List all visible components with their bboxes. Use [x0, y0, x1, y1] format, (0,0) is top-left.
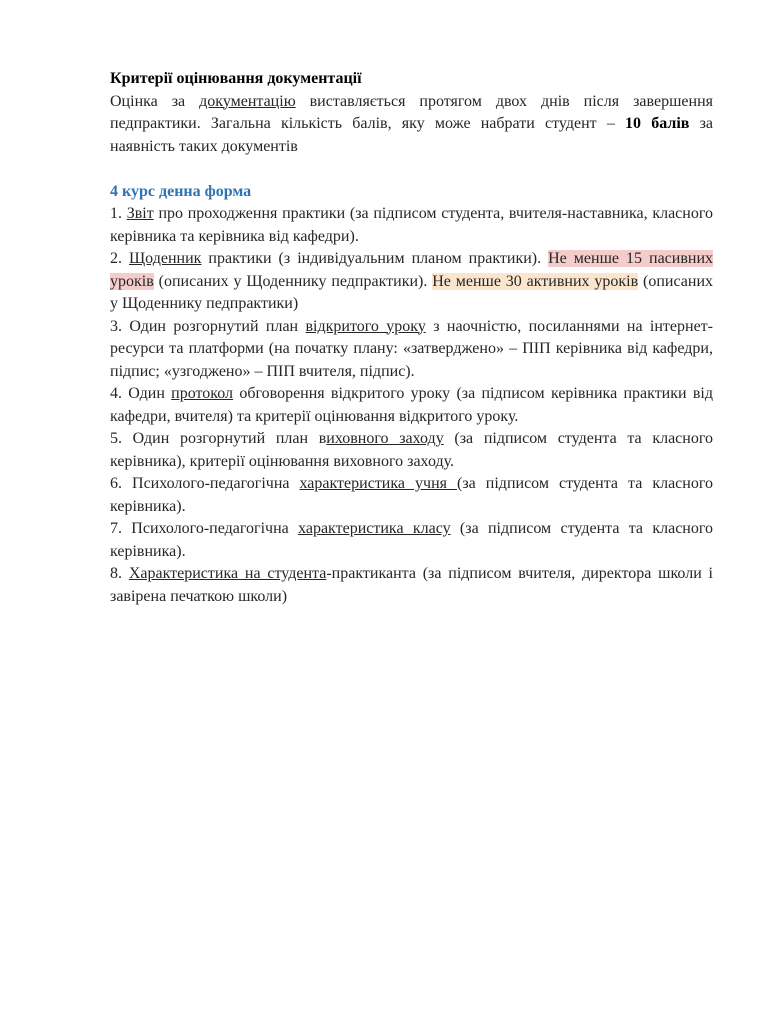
item-underlined-term: Характеристика на студента: [128, 565, 327, 582]
item-text-2: (описаних у Щоденнику педпрактики).: [153, 272, 433, 290]
paragraph-spacer: [110, 158, 713, 181]
intro-underlined-documentation: документацію: [199, 92, 296, 110]
item-underlined-term: Щоденник: [129, 250, 202, 267]
item-prefix: 3. Один розгорнутий план: [110, 317, 306, 335]
list-item-6: [110, 473, 713, 518]
highlight-passive-lessons: Не менше 15 пасивних уроків: [110, 250, 714, 290]
item-prefix: 7. Психолого-педагогічна: [110, 520, 299, 537]
highlight-active-lessons: Не менше 30 активних уроків: [432, 272, 639, 290]
item-prefix: 5. Один розгорнутий план в: [110, 430, 327, 447]
list-item-5: [110, 428, 713, 473]
item-text: з наочністю, посиланнями на інтернет-ресурси та платформи (на початку плану: «затверджено» – ПІП керівника від кафедри, підпис; «узгоджено» – ПІП вчителя, підпис).: [110, 317, 714, 380]
list-item-4: [110, 383, 713, 428]
item-prefix: 1.: [110, 205, 127, 222]
document-page: [110, 68, 713, 608]
item-underlined-term: відкритого уроку: [305, 317, 426, 335]
intro-text-2: виставляється протягом двох днів після завершення педпрактики. Загальна кількість балів, яку може набрати студент –: [110, 92, 713, 132]
document-heading: Критерії оцінювання документації: [110, 70, 362, 87]
section-title: 4 курс денна форма: [110, 182, 252, 200]
list-item-8: [110, 563, 713, 608]
item-text: (за підписом студента та класного керівника), критерії оцінювання виховного заходу.: [110, 430, 714, 470]
list-item-3: [110, 316, 713, 384]
list-item-2: [110, 248, 713, 316]
item-prefix: 6. Психолого-педагогічна: [110, 475, 300, 492]
item-prefix: 8.: [110, 565, 129, 582]
item-underlined-term: Звіт: [126, 205, 154, 222]
item-text: про проходження практики (за підписом студента, вчителя-наставника, класного керівника та керівника від кафедри).: [110, 205, 714, 245]
item-text: (за підписом студента та класного керівника).: [110, 520, 714, 560]
item-text: обговорення відкритого уроку (за підписом керівника практики від кафедри, вчителя) та критерії оцінювання відкритого уроку.: [110, 385, 714, 425]
intro-text-3: за наявність таких документів: [110, 115, 714, 155]
intro-paragraph: [110, 91, 713, 159]
item-text: практики (з індивідуальним планом практики).: [201, 250, 549, 267]
intro-text-1: Оцінка за: [110, 92, 200, 110]
item-text: (за підписом студента та класного керівника).: [110, 475, 713, 515]
item-text: -практиканта (за підписом вчителя, директора школи і завірена печаткою школи): [110, 565, 714, 605]
item-prefix: 2.: [110, 250, 130, 267]
item-text-3: (описаних у Щоденнику педпрактики): [110, 272, 713, 312]
item-prefix: 4. Один: [110, 385, 172, 402]
item-underlined-term: иховного заходу: [326, 430, 444, 447]
item-underlined-term: характеристика класу: [298, 520, 451, 537]
intro-bold-score: 10 балів: [625, 115, 690, 132]
item-underlined-term: характеристика учня: [299, 475, 458, 492]
item-underlined-term: протокол: [171, 385, 234, 402]
list-item-7: [110, 518, 713, 563]
list-item-1: [110, 203, 713, 248]
